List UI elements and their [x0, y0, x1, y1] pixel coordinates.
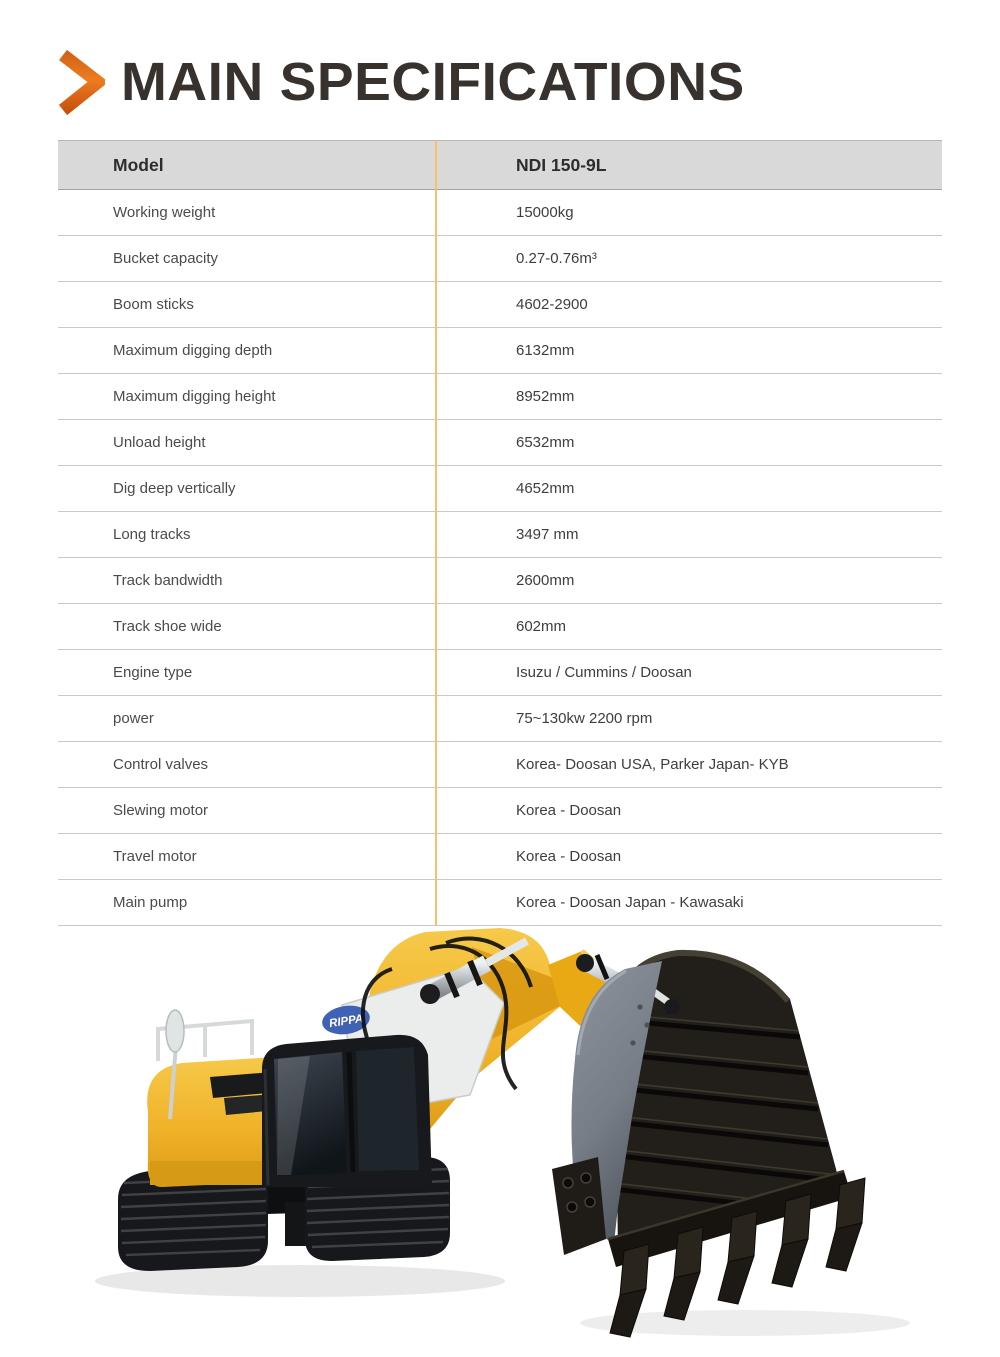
spec-row	[58, 696, 942, 742]
spec-row	[58, 328, 942, 374]
spec-value: 0.27-0.76m³	[516, 250, 597, 267]
spec-label: Working weight	[113, 204, 216, 221]
excavator-bucket	[552, 951, 865, 1337]
spec-row	[58, 190, 942, 236]
spec-row	[58, 604, 942, 650]
spec-label: Track bandwidth	[113, 572, 223, 589]
spec-row	[58, 282, 942, 328]
spec-value: 602mm	[516, 618, 567, 635]
column-divider	[435, 140, 437, 926]
rippa-badge-label: RIPPA	[328, 1012, 365, 1031]
spec-label: Engine type	[113, 664, 193, 681]
spec-value: Isuzu / Cummins / Doosan	[516, 664, 692, 681]
spec-label: Maximum digging height	[113, 388, 276, 405]
spec-label: Track shoe wide	[113, 618, 222, 635]
spec-row	[58, 834, 942, 880]
spec-label: Travel motor	[113, 848, 197, 865]
spec-label: Unload height	[113, 434, 206, 451]
spec-label: Long tracks	[113, 526, 191, 543]
spec-table-header	[58, 140, 942, 190]
spec-value: 6132mm	[516, 342, 575, 359]
spec-label: Control valves	[113, 756, 209, 773]
spec-value: Korea - Doosan	[516, 802, 622, 819]
spec-value: Korea - Doosan Japan - Kawasaki	[516, 894, 744, 911]
spec-value: 6532mm	[516, 434, 575, 451]
spec-row	[58, 742, 942, 788]
spec-value: 4652mm	[516, 480, 575, 497]
spec-table	[58, 140, 942, 926]
spec-row	[58, 374, 942, 420]
spec-row	[58, 788, 942, 834]
excavator-image	[0, 907, 1000, 1357]
spec-table-body	[58, 190, 942, 926]
spec-value: Korea- Doosan USA, Parker Japan- KYB	[516, 756, 789, 773]
column-header-model: Model	[113, 154, 164, 175]
spec-label: power	[113, 710, 154, 727]
excavator-cab	[262, 1035, 432, 1187]
chevron-icon	[57, 42, 105, 122]
spec-row	[58, 466, 942, 512]
spec-row	[58, 420, 942, 466]
spec-label: Dig deep vertically	[113, 480, 236, 497]
spec-value: 15000kg	[516, 204, 574, 221]
spec-value: 75~130kw 2200 rpm	[516, 710, 653, 727]
spec-row	[58, 650, 942, 696]
spec-row	[58, 236, 942, 282]
spec-label: Bucket capacity	[113, 250, 219, 267]
page-title: MAIN SPECIFICATIONS	[121, 52, 745, 112]
spec-label: Slewing motor	[113, 802, 209, 819]
spec-label: Maximum digging depth	[113, 342, 273, 359]
spec-label: Main pump	[113, 894, 188, 911]
spec-row	[58, 512, 942, 558]
spec-value: 2600mm	[516, 572, 575, 589]
spec-row	[58, 558, 942, 604]
page-header	[57, 42, 745, 122]
spec-value: 3497 mm	[516, 526, 579, 543]
spec-value: 4602-2900	[516, 296, 588, 313]
spec-value: 8952mm	[516, 388, 575, 405]
column-header-value: NDI 150-9L	[516, 154, 607, 175]
spec-value: Korea - Doosan	[516, 848, 622, 865]
spec-label: Boom sticks	[113, 296, 194, 313]
